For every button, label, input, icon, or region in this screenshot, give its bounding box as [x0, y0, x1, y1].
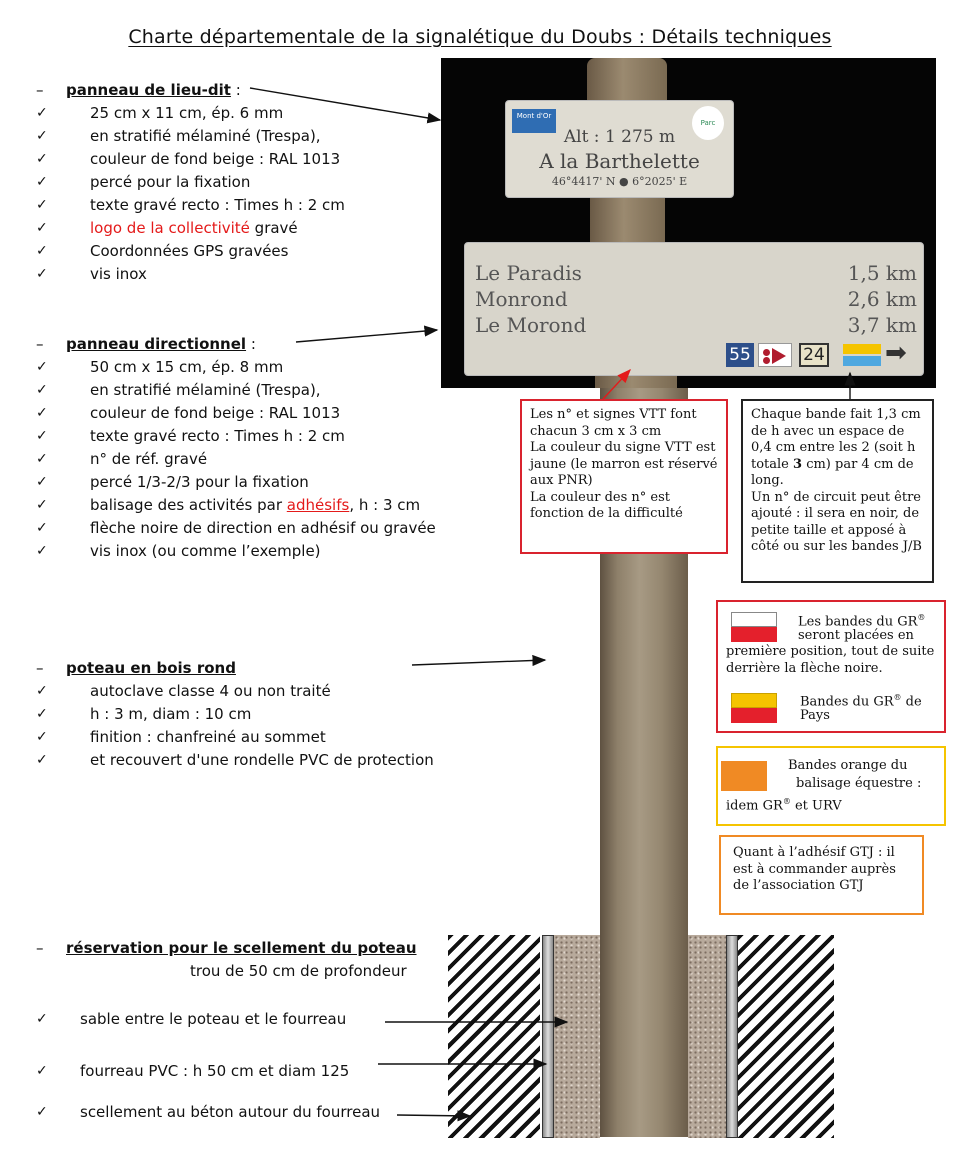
check-icon: ✓ [36, 729, 48, 745]
reservation-subline: trou de 50 cm de profondeur [190, 962, 407, 980]
note-gr-line5: Pays [800, 708, 830, 723]
note-gr-text: Les bandes du GR [798, 614, 918, 630]
heading-suffix: : [246, 335, 256, 353]
registered-mark: ® [782, 797, 791, 806]
destination-name: Monrond [475, 287, 568, 311]
list-item: h : 3 m, diam : 10 cm [90, 705, 252, 723]
list-item: 50 cm x 15 cm, ép. 8 mm [90, 358, 284, 376]
note-bandes-text1: Chaque bande fait 1,3 cm de h avec un espace de 0,4 cm entre les 2 (soit h totale [751, 407, 921, 472]
list-item: Coordonnées GPS gravées [90, 242, 289, 260]
list-item: couleur de fond beige : RAL 1013 [90, 150, 341, 168]
note-bandes-bold: 3 [793, 456, 803, 472]
note-gr-line3: première position, tout de suite derrière la flèche noire. [726, 644, 935, 676]
check-icon: ✓ [36, 151, 48, 167]
heading-reservation: réservation pour le scellement du poteau [66, 939, 417, 957]
note-vtt: Les n° et signes VTT font chacun 3 cm x 3 cm La couleur du signe VTT est jaune (le marron est réservé aux PNR) La couleur des n° est fonction de la difficulté [520, 399, 728, 554]
check-icon: ✓ [36, 543, 48, 559]
note-gr-line2: seront placées en [798, 628, 914, 643]
arrow-vtt-note [603, 370, 630, 399]
check-icon: ✓ [36, 1104, 48, 1120]
check-icon: ✓ [36, 1011, 48, 1027]
parc-logo: Parc [692, 106, 724, 140]
check-icon: ✓ [36, 220, 48, 236]
list-item: percé pour la fixation [90, 173, 251, 191]
circuit-number: 24 [799, 343, 829, 367]
registered-mark: ® [893, 693, 902, 702]
destination-name: Le Morond [475, 313, 587, 337]
note-gr-text: Bandes du GR [800, 694, 894, 710]
check-icon: ✓ [36, 197, 48, 213]
list-item: texte gravé recto : Times h : 2 cm [90, 427, 345, 445]
list-item: en stratifié mélaminé (Trespa), [90, 127, 321, 145]
altitude-text: Alt : 1 275 m [563, 127, 676, 147]
check-icon: ✓ [36, 405, 48, 421]
destination-distance: 2,6 km [847, 287, 917, 311]
list-item: en stratifié mélaminé (Trespa), [90, 381, 321, 399]
registered-mark: ® [917, 613, 926, 622]
check-icon: ✓ [36, 359, 48, 375]
dash-bullet: – [36, 81, 44, 99]
note-gr-text: de [901, 694, 922, 710]
dash-bullet: – [36, 659, 44, 677]
place-name: A la Barthelette [539, 149, 700, 173]
arrow-directionnel [296, 330, 437, 342]
logo-collectivite-text: logo de la collectivité [90, 219, 250, 237]
list-item: n° de réf. gravé [90, 450, 208, 468]
dash-bullet: – [36, 335, 44, 353]
note-bandes-text3: Un n° de circuit peut être ajouté : il sera en noir, de petite taille et apposé à côté ou sur les bandes J/B [751, 489, 922, 554]
check-icon: ✓ [36, 428, 48, 444]
list-item: flèche noire de direction en adhésif ou gravée [90, 519, 436, 537]
mont-dor-logo: Mont d'Or [512, 109, 556, 133]
destination-distance: 1,5 km [847, 261, 917, 285]
check-icon: ✓ [36, 174, 48, 190]
note-equestre-line1: Bandes orange du [788, 758, 908, 773]
list-item: couleur de fond beige : RAL 1013 [90, 404, 341, 422]
check-icon: ✓ [36, 520, 48, 536]
list-item: vis inox [90, 265, 147, 283]
check-icon: ✓ [36, 451, 48, 467]
check-icon: ✓ [36, 683, 48, 699]
heading-directionnel: panneau directionnel [66, 335, 247, 353]
note-equestre-text: et URV [790, 798, 842, 814]
list-item: scellement au béton autour du fourreau [80, 1103, 381, 1121]
check-icon: ✓ [36, 752, 48, 768]
page-title: Charte départementale de la signalétique du Doubs : Détails techniques [128, 26, 832, 48]
list-item: autoclave classe 4 ou non traité [90, 682, 331, 700]
check-icon: ✓ [36, 382, 48, 398]
destination-name: Le Paradis [475, 261, 582, 285]
list-item: sable entre le poteau et le fourreau [80, 1010, 347, 1028]
direction-arrow-icon: ➡ [885, 338, 907, 368]
heading-suffix: : [230, 81, 241, 99]
check-icon: ✓ [36, 243, 48, 259]
heading-lieudit: panneau de lieu-dit [66, 81, 231, 99]
check-icon: ✓ [36, 474, 48, 490]
heading-poteau: poteau en bois rond [66, 659, 236, 677]
destination-distance: 3,7 km [847, 313, 917, 337]
list-item: finition : chanfreiné au sommet [90, 728, 326, 746]
check-icon: ✓ [36, 497, 48, 513]
list-item: et recouvert d'une rondelle PVC de protection [90, 751, 434, 769]
note-equestre-line2: balisage équestre : [796, 776, 922, 791]
check-icon: ✓ [36, 128, 48, 144]
list-item: percé 1/3-2/3 pour la fixation [90, 473, 309, 491]
check-icon: ✓ [36, 105, 48, 121]
list-item: fourreau PVC : h 50 cm et diam 125 [80, 1062, 350, 1080]
note-bandes-text2: cm) par 4 cm de long. [751, 456, 914, 488]
note-gtj: Quant à l’adhésif GTJ : il est à commander auprès de l’association GTJ [719, 835, 924, 915]
check-icon: ✓ [36, 706, 48, 722]
check-icon: ✓ [36, 266, 48, 282]
balisage-suffix: , h : 3 cm [349, 496, 421, 514]
dash-bullet: – [36, 939, 44, 957]
gps-coordinates: 46°4417' N ● 6°2025' E [551, 175, 688, 188]
balisage-text: balisage des activités par [90, 496, 287, 514]
list-item: 25 cm x 11 cm, ép. 6 mm [90, 104, 284, 122]
note-equestre-text: idem GR [726, 798, 783, 814]
check-icon: ✓ [36, 1063, 48, 1079]
vtt-number: 55 [726, 343, 754, 367]
arrow-scellement [397, 1115, 470, 1116]
arrow-lieudit [250, 88, 440, 120]
arrow-poteau [412, 660, 545, 665]
list-item: texte gravé recto : Times h : 2 cm [90, 196, 345, 214]
list-item: vis inox (ou comme l’exemple) [90, 542, 321, 560]
adhesifs-link[interactable]: adhésifs [286, 496, 350, 514]
logo-suffix: gravé [249, 219, 298, 237]
